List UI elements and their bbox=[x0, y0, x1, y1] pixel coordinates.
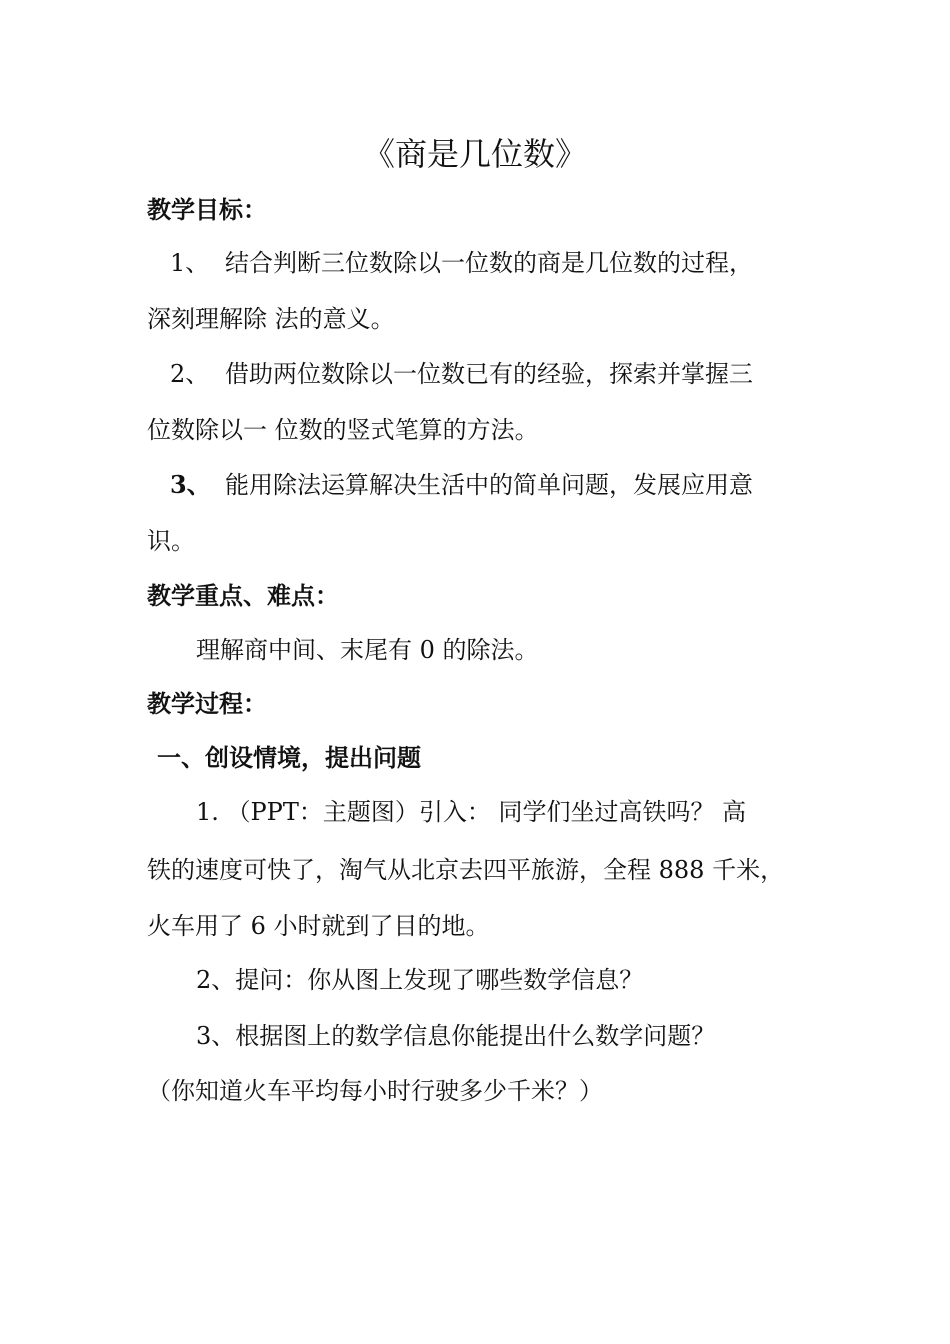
key-points-text: 理解商中间、末尾有 0 的除法。 bbox=[196, 636, 539, 664]
paragraph-3-line-1: 3、根据图上的数学信息你能提出什么数学问题？ bbox=[196, 1022, 716, 1050]
paragraph-3-line-2: （你知道火车平均每小时行驶多少千米？） bbox=[147, 1077, 603, 1105]
paragraph-1-line-1: 1. （PPT：主题图）引入： 同学们坐过高铁吗？ 高 bbox=[196, 798, 747, 826]
objective-item-3-text: 能用除法运算解决生活中的简单问题，发展应用意 bbox=[225, 471, 753, 499]
paragraph-2: 2、提问：你从图上发现了哪些数学信息？ bbox=[196, 966, 644, 994]
objective-item-2-number: 2、 bbox=[170, 360, 210, 388]
objective-item-2-line-2: 位数除以一 位数的竖式笔算的方法。 bbox=[147, 416, 539, 444]
objective-item-3-line-2: 识。 bbox=[147, 527, 195, 555]
objective-item-3-line-1 bbox=[170, 470, 753, 500]
key-points-heading: 教学重点、难点： bbox=[147, 581, 339, 610]
objective-item-1-text: 结合判断三位数除以一位数的商是几位数的过程， bbox=[225, 249, 753, 277]
objective-item-2-line-1 bbox=[170, 359, 753, 389]
paragraph-1-line-2: 铁的速度可快了，淘气从北京去四平旅游，全程 888 千米， bbox=[147, 856, 785, 884]
objectives-heading: 教学目标： bbox=[147, 195, 267, 224]
process-heading: 教学过程： bbox=[147, 689, 267, 718]
objective-item-3-number: 3、 bbox=[170, 470, 211, 499]
objective-item-1-line-2: 深刻理解除 法的意义。 bbox=[147, 305, 395, 333]
objective-item-1-line-1 bbox=[170, 248, 753, 278]
objective-item-2-text: 借助两位数除以一位数已有的经验，探索并掌握三 bbox=[225, 360, 753, 388]
section-1-heading: 一、创设情境，提出问题 bbox=[157, 743, 421, 772]
objective-item-1-number: 1、 bbox=[170, 249, 210, 277]
document-title: 《商是几位数》 bbox=[362, 135, 587, 173]
paragraph-1-line-3: 火车用了 6 小时就到了目的地。 bbox=[147, 912, 490, 940]
